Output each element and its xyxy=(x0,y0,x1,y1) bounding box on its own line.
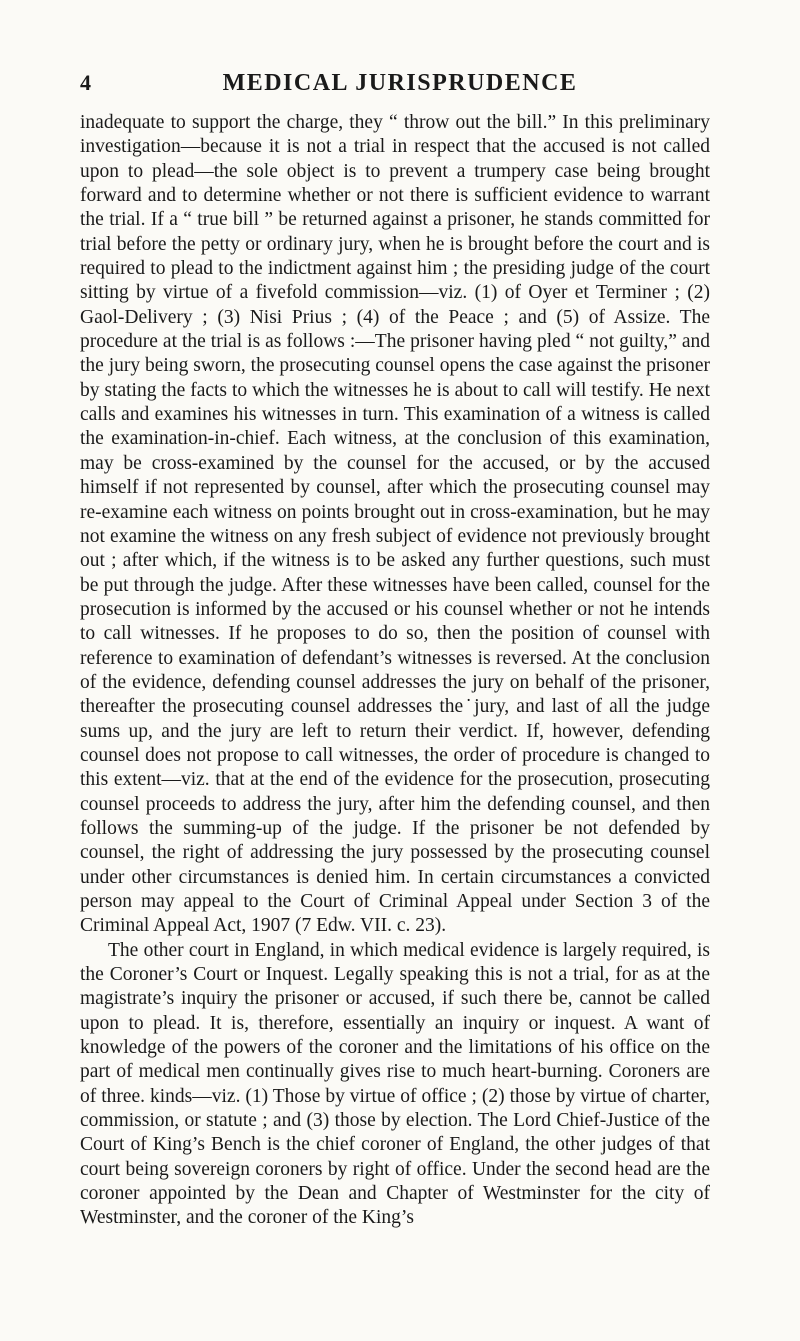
body-text xyxy=(80,111,710,1231)
paragraph-coroners-court: The other court in England, in which medical evidence is largely required, is the Coroner’s Court or Inquest. Legally speaking this is not a trial, for as at the magistrate’s inquiry the prisoner or accused, if such there be, cannot be called upon to plead. It is, therefore, essentially an inquiry or inquest. A want of knowledge of the powers of the coroner and the limitations of his office on the part of medical men continually gives rise to much heart-burning. Coroners are of three. kinds—viz. (1) Those by virtue of office ; (2) those by virtue of charter, commission, or statute ; and (3) those by election. The Lord Chief-Justice of the Court of King’s Bench is the chief coroner of England, the other judges of that court being sovereign coroners by right of office. Under the second head are the coroner appointed by the Dean and Chapter of Westminster for the city of Westminster, and the coroner of the King’s xyxy=(80,939,710,1229)
running-head: MEDICAL JURISPRUDENCE xyxy=(222,70,578,96)
page-number: 4 xyxy=(80,70,91,95)
paragraph-trial-procedure: inadequate to support the charge, they “ throw out the bill.” In this preliminary investigation—because it is not a trial in respect that the accused is not called upon to plead—the sole object is to prevent a trumpery case being brought forward and to determine whether or not there is sufficient evidence to warrant the trial. If a “ true bill ” be returned against a prisoner, he stands committed for trial before the petty or ordinary jury, when he is brought before the court and is required to plead to the indictment against him ; the presiding judge of the court sitting by virtue of a fivefold commission—viz. (1) of Oyer et Terminer ; (2) Gaol-Delivery ; (3) Nisi Prius ; (4) of the Peace ; and (5) of Assize. The procedure at the trial is as follows :—The prisoner having pled “ not guilty,” and the jury being sworn, the prosecuting counsel opens the case against the prisoner by stating the facts to which the witnesses he is about to call will testify. He next calls and examines his witnesses in turn. This examination of a witness is called the examination-in-chief. Each witness, at the conclusion of this examination, may be cross-examined by the counsel for the accused, or by the accused himself if not represented by counsel, after which the prosecuting counsel may re-examine each witness on points brought out in cross-examination, but he may not examine the witness on any fresh subject of evidence not previously brought out ; after which, if the witness is to be asked any further questions, such must be put through the judge. After these witnesses have been called, counsel for the prosecution is informed by the accused or his counsel whether or not he intends to call witnesses. If he proposes to do so, then the position of counsel with reference to examination of defendant’s witnesses is reversed. At the conclusion of the evidence, defending counsel addresses the jury on behalf of the prisoner, thereafter the prosecuting counsel addresses the˙jury, and last of all the judge sums up, and the jury are left to return their verdict. If, however, defending counsel does not propose to call witnesses, the order of procedure is changed to this extent—viz. that at the end of the evidence for the prosecution, prosecuting counsel proceeds to address the jury, after him the defending counsel, and then follows the summing-up of the judge. If the prisoner be not defended by counsel, the right of addressing the jury possessed by the prosecuting counsel under other circumstances is denied him. In certain circumstances a convicted person may appeal to the Court of Criminal Appeal under Section 3 of the Criminal Appeal Act, 1907 (7 Edw. VII. c. 23). xyxy=(80,112,710,937)
page-header xyxy=(0,70,800,100)
